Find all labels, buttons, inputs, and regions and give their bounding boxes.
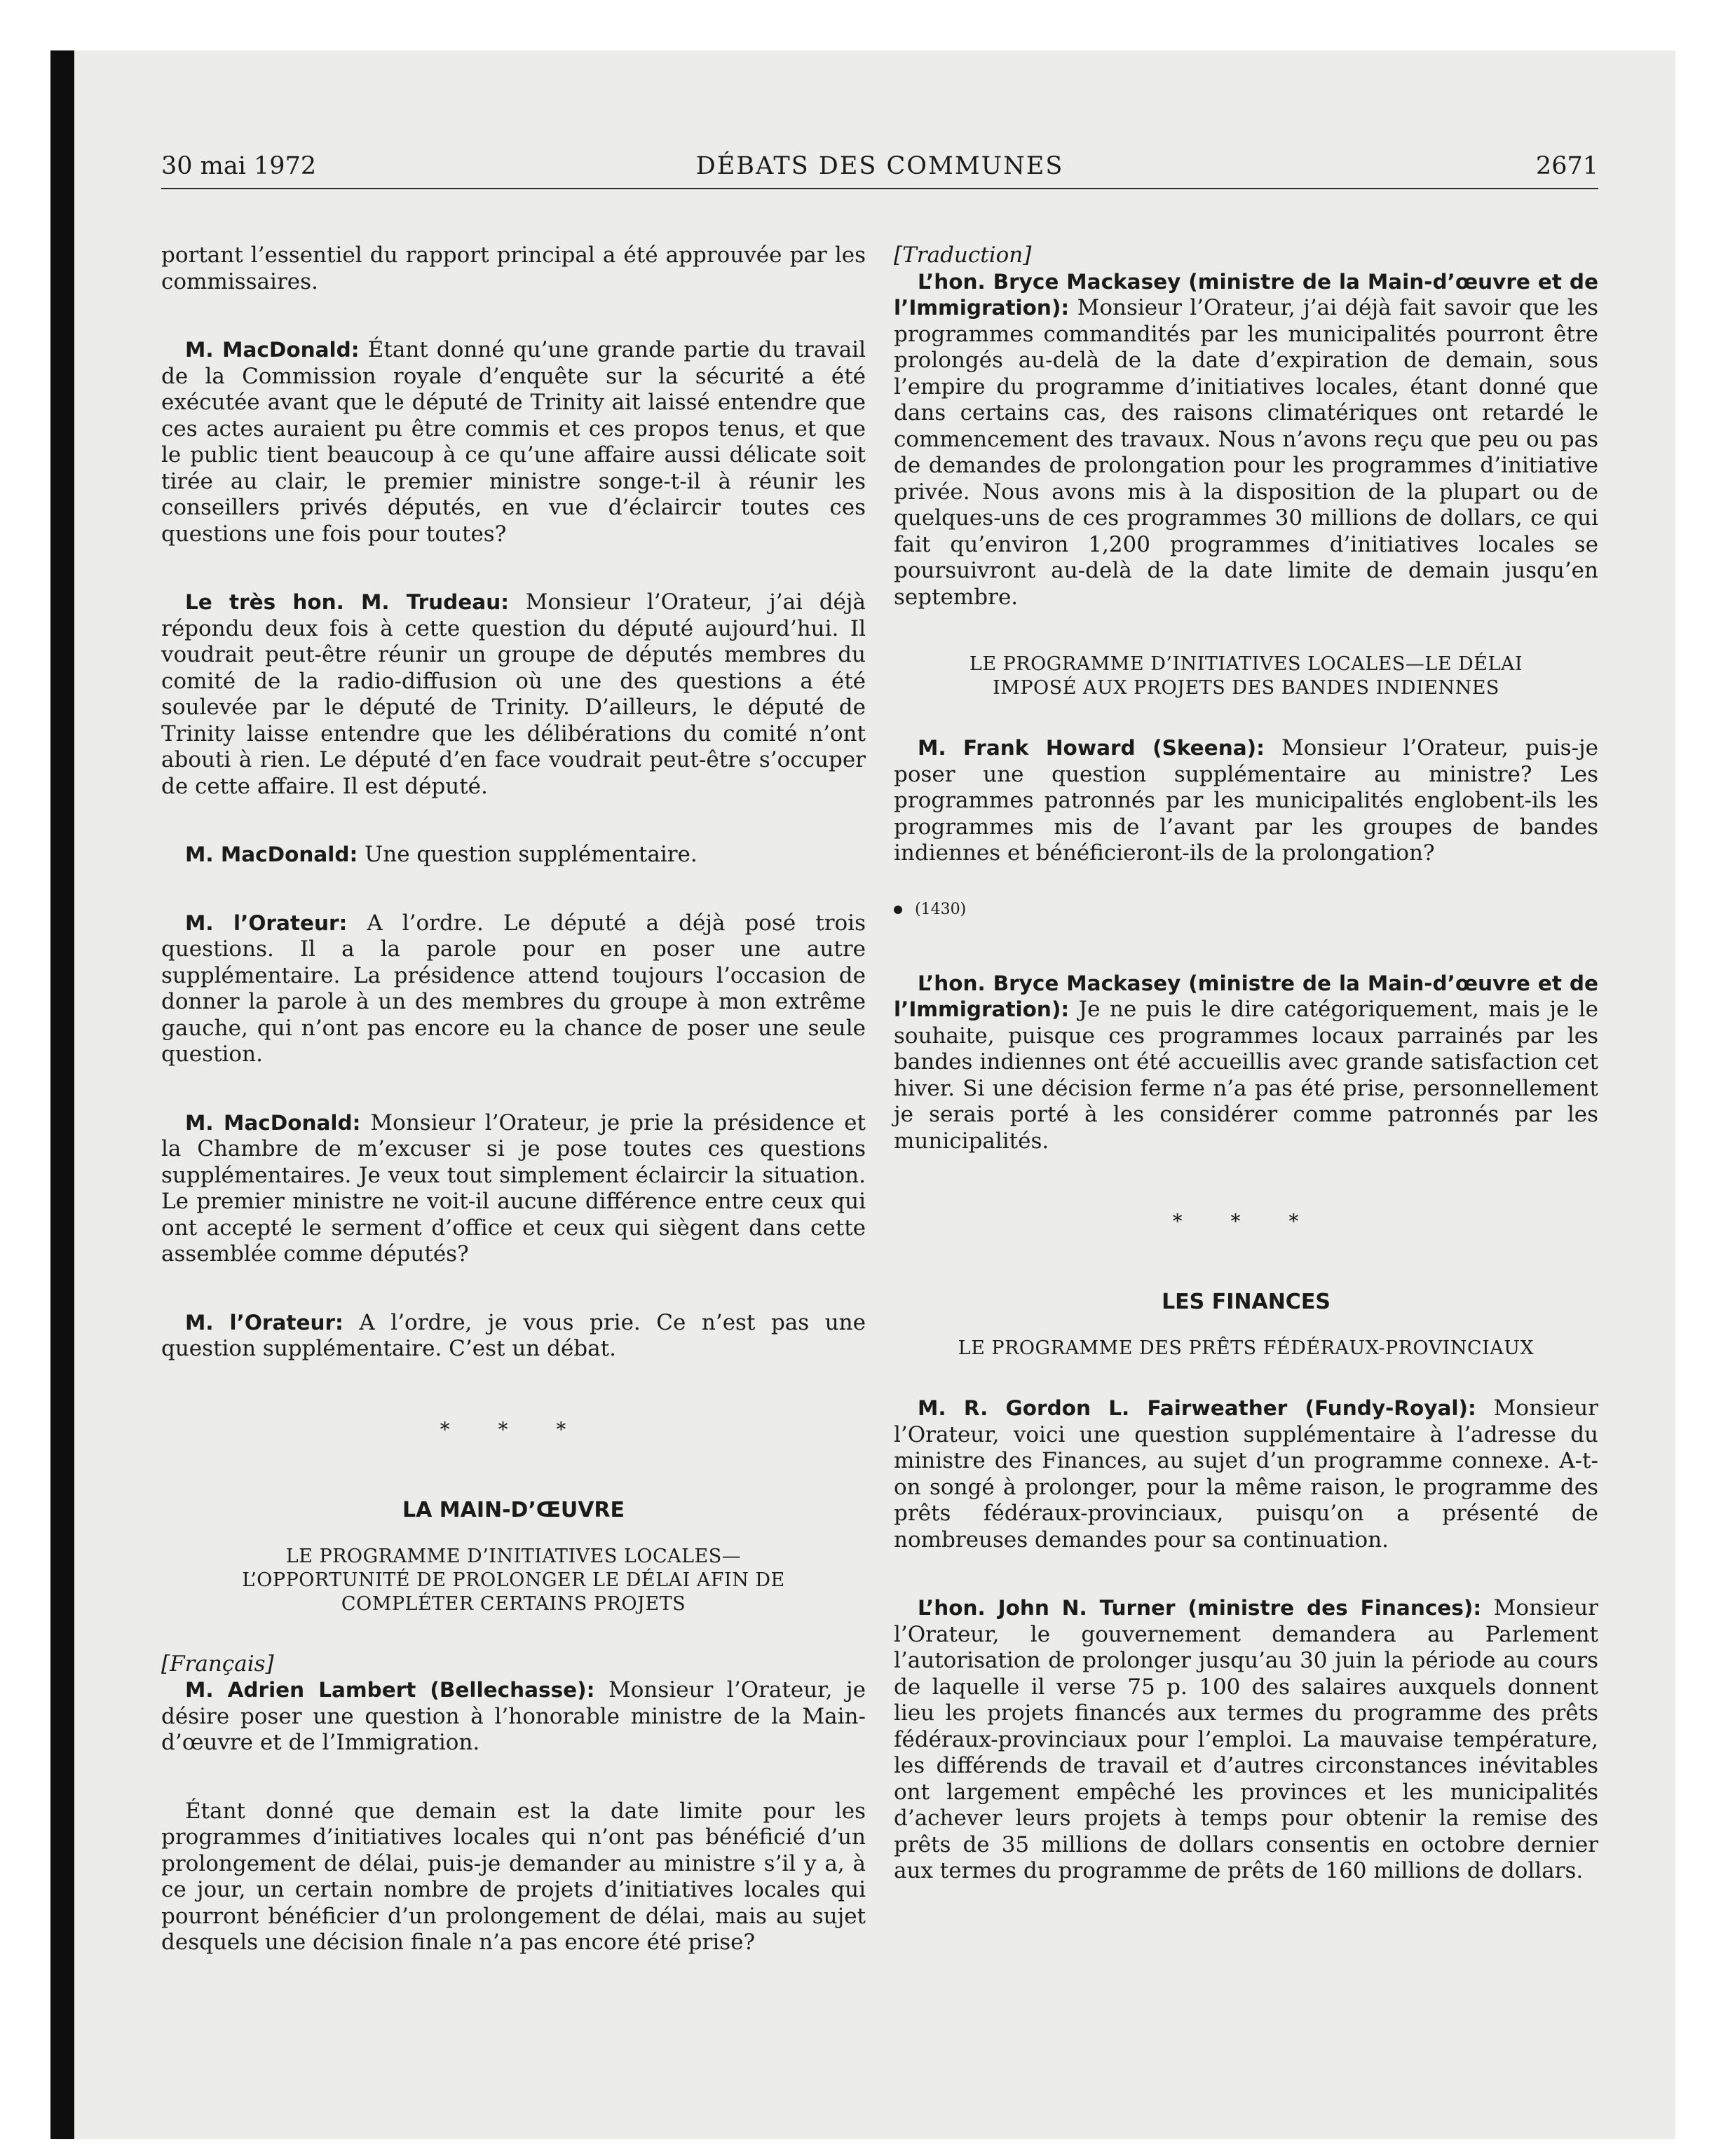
time-marker-text: (1430) xyxy=(915,900,967,918)
subject-heading-line: LE PROGRAMME D’INITIATIVES LOCALES—LE DÉLAI xyxy=(969,653,1523,675)
speaker-name: M. Frank Howard (Skeena): xyxy=(918,736,1265,760)
bullet-dot-icon xyxy=(894,906,902,914)
speaker-name: Le très hon. M. Trudeau: xyxy=(185,590,509,614)
speech-paragraph xyxy=(161,842,866,868)
section-separator: * * * xyxy=(440,1417,587,1441)
paragraph: portant l’essentiel du rapport principal a été approuvée par les commissaires. xyxy=(161,243,866,294)
speech-text: Monsieur l’Orateur, puis-je poser une question supplémentaire au ministre? Les programmes patronnés par les municipalités englobent-ils les programmes mis de l’avant par les groupes de bandes indiennes et bénéficieront-ils de la prolongation? xyxy=(894,735,1598,866)
right-column xyxy=(894,243,1598,1885)
speaker-name: L’hon. Bryce Mackasey (ministre de la Main-d’œuvre et de l’Immigration): xyxy=(894,971,1598,1021)
speech-text: Monsieur l’Orateur, le gouvernement demandera au Parlement l’autorisation de prolonger jusqu’au 30 juin la période au cours de laquelle il verse 75 p. 100 des salaires auxquels donnent lieu les projets financés aux termes du programme des prêts fédéraux-provinciaux pour l’emploi. La mauvaise température, les différends de travail et d’autres circonstances inévitables ont largement empêché les provinces et les municipalités d’achever leurs projets à temps pour obtenir la remise des prêts de 35 millions de dollars consentis en octobre dernier aux termes du programme de prêts de 160 millions de dollars. xyxy=(894,1595,1598,1883)
speech-paragraph xyxy=(161,1310,866,1363)
speaker-name: L’hon. John N. Turner (ministre des Finances): xyxy=(918,1596,1482,1620)
speech-paragraph xyxy=(894,1595,1598,1885)
subject-heading-line: L’OPPORTUNITÉ DE PROLONGER LE DÉLAI AFIN DE xyxy=(242,1569,785,1591)
speech-paragraph xyxy=(894,1396,1598,1553)
speech-paragraph xyxy=(894,269,1598,611)
speaker-name: L’hon. Bryce Mackasey (ministre de la Main-d’œuvre et de l’Immigration): xyxy=(894,269,1598,320)
header-title: DÉBATS DES COMMUNES xyxy=(695,152,1064,180)
page-number: 2671 xyxy=(1535,152,1598,180)
speech-paragraph xyxy=(161,910,866,1068)
speech-text: Je ne puis le dire catégoriquement, mais je le souhaite, puisque ces programmes locaux parrainés par les bandes indiennes ont été accueillis avec grande satisfaction cet hiver. Si une décision ferme n’a pas été prise, personnellement je serais porté à les considérer comme patronnés par les municipalités. xyxy=(894,997,1598,1154)
section-separator: * * * xyxy=(1172,1210,1320,1233)
subject-heading: LE PROGRAMME DES PRÊTS FÉDÉRAUX-PROVINCIAUX xyxy=(958,1337,1535,1359)
speaker-name: M. MacDonald: xyxy=(185,338,360,362)
speaker-name: M. l’Orateur: xyxy=(185,1310,343,1335)
speaker-name: M. MacDonald: xyxy=(185,1110,361,1135)
subject-heading xyxy=(894,653,1598,700)
speaker-name: M. l’Orateur: xyxy=(185,910,348,935)
speech-text: Étant donné qu’une grande partie du travail de la Commission royale d’enquête sur la sécurité a été exécutée avant que le député de Trinity ait laissé entendre que ces actes auraient pu être commis et ces propos tenus, et que le public tient beaucoup à ce qu’une affaire aussi délicate soit tirée au clair, le premier ministre songe-t-il à réunir les conseillers privés députés, en vue d’éclaircir toutes ces questions une fois pour toutes? xyxy=(161,337,866,547)
speech-text: Monsieur l’Orateur, j’ai déjà répondu deux fois à cette question du député aujourd’hui. Il voudrait peut-être réunir un groupe de députés membres du comité de la radio-diffusion où une des questions a été soulevée par le député de Trinity. D’ailleurs, le député de Trinity laisse entendre que les délibérations du comité n’ont abouti à rien. Le député d’en face voudrait peut-être s’occuper de cette affaire. Il est député. xyxy=(161,589,866,799)
speech-paragraph xyxy=(161,1110,866,1268)
speaker-name: M. Adrien Lambert (Bellechasse): xyxy=(185,1678,595,1702)
speech-text: Monsieur l’Orateur, je prie la présidence et la Chambre de m’excuser si je pose toutes ces questions supplémentaires. Je veux tout simplement éclaircir la situation. Le premier ministre ne voit-il aucune différence entre ceux qui ont accepté le serment d’office et ceux qui siègent dans cette assemblée comme députés? xyxy=(161,1110,866,1267)
left-column xyxy=(161,243,866,1956)
subject-heading-line: IMPOSÉ AUX PROJETS DES BANDES INDIENNES xyxy=(993,677,1499,699)
language-note: [Français] xyxy=(161,1651,274,1677)
speaker-name: M. R. Gordon L. Fairweather (Fundy-Royal): xyxy=(918,1396,1476,1420)
speech-text: A l’ordre. Le député a déjà posé trois questions. Il a la parole pour en poser une autre supplémentaire. La présidence attend toujours l’occasion de donner la parole à un des membres du groupe à mon extrême gauche, qui n’ont pas encore eu la chance de poser une seule question. xyxy=(161,910,866,1067)
running-header xyxy=(161,149,1598,189)
speech-text: A l’ordre, je vous prie. Ce n’est pas une question supplémentaire. C’est un débat. xyxy=(161,1309,866,1361)
speech-paragraph xyxy=(161,589,866,800)
speech-paragraph xyxy=(161,1677,866,1756)
speech-paragraph xyxy=(894,735,1598,867)
speech-paragraph xyxy=(161,337,866,547)
speaker-name: M. MacDonald: xyxy=(185,842,358,866)
subject-heading-line: COMPLÉTER CERTAINS PROJETS xyxy=(341,1592,686,1615)
speech-text: Une question supplémentaire. xyxy=(358,842,698,867)
speech-text: Monsieur l’Orateur, je désire poser une question à l’honorable ministre de la Main-d’œuvre et de l’Immigration. xyxy=(161,1677,866,1755)
language-note: [Traduction] xyxy=(894,243,1032,268)
scan-binding-edge xyxy=(50,50,74,2139)
speech-text: Monsieur l’Orateur, j’ai déjà fait savoir que les programmes commandités par les municipalités pourront être prolongés au-delà de la date d’expiration de demain, sous l’empire du programme d’initiatives locales, étant donné que dans certains cas, des raisons climatériques ont retardé le commencement des travaux. Nous n’avons reçu que peu ou pas de demandes de prolongation pour les programmes d’initiative privée. Nous avons mis à la disposition de la plupart ou de quelques-uns de ces programmes 30 millions de dollars, ce qui fait qu’environ 1,200 programmes d’initiatives locales se poursuivront au-delà de la date limite de demain jusqu’en septembre. xyxy=(894,295,1598,610)
header-date: 30 mai 1972 xyxy=(161,152,317,180)
section-title: LES FINANCES xyxy=(1162,1290,1331,1314)
subject-heading-line: LE PROGRAMME D’INITIATIVES LOCALES— xyxy=(285,1545,742,1567)
speech-paragraph xyxy=(894,971,1598,1155)
paragraph: Étant donné que demain est la date limite pour les programmes d’initiatives locales qui n’ont pas bénéficié d’un prolongement de délai, puis-je demander au ministre s’il y a, à ce jour, un certain nombre de projets d’initiatives locales qui pourront bénéficier d’un prolongement de délai, mais au sujet desquels une décision finale n’a pas encore été prise? xyxy=(161,1798,866,1955)
hansard-page xyxy=(161,149,1598,1955)
speech-text: Monsieur l’Orateur, voici une question supplémentaire à l’adresse du ministre des Finances, au sujet d’un programme connexe. A-t-on songé à prolonger, pour la même raison, le programme des prêts fédéraux-provinciaux, puisqu’on a présenté de nombreuses demandes pour sa continuation. xyxy=(894,1396,1598,1553)
section-title: LA MAIN-D’ŒUVRE xyxy=(402,1497,625,1522)
time-marker xyxy=(894,899,1598,920)
subject-heading xyxy=(161,1545,866,1616)
